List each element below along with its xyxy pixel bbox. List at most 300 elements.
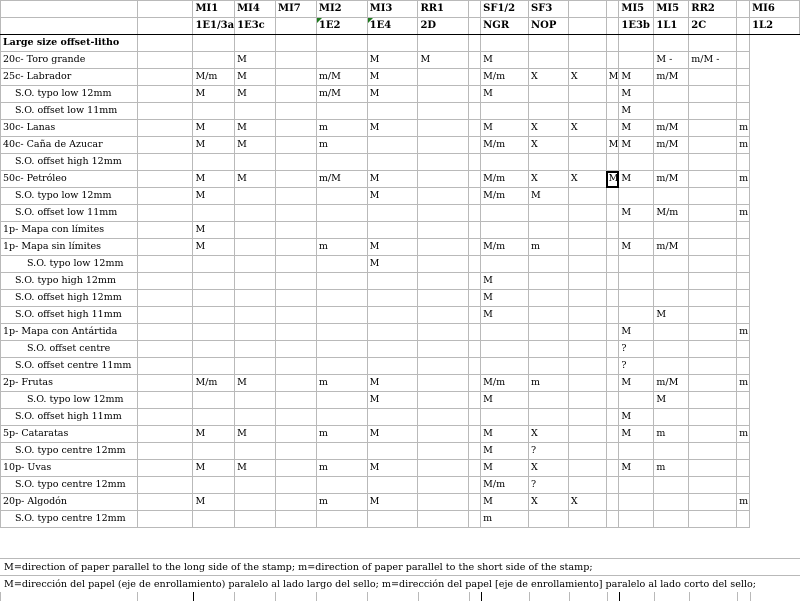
table-cell[interactable]: [481, 205, 529, 222]
table-cell[interactable]: [316, 358, 367, 375]
table-cell[interactable]: M: [367, 69, 418, 86]
table-cell[interactable]: [276, 392, 317, 409]
table-cell[interactable]: M/m: [193, 69, 235, 86]
table-cell[interactable]: [235, 392, 276, 409]
table-cell[interactable]: M: [235, 460, 276, 477]
table-cell[interactable]: [418, 256, 469, 273]
table-cell[interactable]: [469, 103, 481, 120]
table-cell[interactable]: M: [235, 375, 276, 392]
table-cell[interactable]: [529, 273, 569, 290]
table-cell[interactable]: m: [529, 375, 569, 392]
table-cell[interactable]: [367, 409, 418, 426]
table-cell[interactable]: [689, 511, 737, 528]
table-cell[interactable]: [568, 511, 606, 528]
table-cell[interactable]: M: [193, 426, 235, 443]
table-cell[interactable]: [606, 86, 619, 103]
table-cell[interactable]: [737, 154, 750, 171]
table-cell[interactable]: [193, 477, 235, 494]
table-cell[interactable]: [606, 103, 619, 120]
header-cell[interactable]: 1L2: [750, 18, 800, 35]
row-label[interactable]: S.O. typo high 12mm: [1, 273, 138, 290]
table-cell[interactable]: [689, 86, 737, 103]
table-cell[interactable]: M/m: [481, 477, 529, 494]
table-cell[interactable]: [418, 426, 469, 443]
table-cell[interactable]: [418, 273, 469, 290]
table-cell[interactable]: [235, 324, 276, 341]
table-cell[interactable]: [481, 103, 529, 120]
table-cell[interactable]: [654, 511, 689, 528]
table-cell[interactable]: [235, 35, 276, 52]
table-cell[interactable]: M: [481, 52, 529, 69]
table-cell[interactable]: M: [367, 460, 418, 477]
row-label[interactable]: Large size offset-litho: [1, 35, 138, 52]
table-cell[interactable]: M: [619, 137, 654, 154]
table-cell[interactable]: [619, 392, 654, 409]
table-cell[interactable]: [418, 477, 469, 494]
table-cell[interactable]: [481, 358, 529, 375]
table-cell[interactable]: [316, 154, 367, 171]
table-cell[interactable]: M: [367, 188, 418, 205]
table-cell[interactable]: M: [193, 86, 235, 103]
table-cell[interactable]: [689, 341, 737, 358]
table-cell[interactable]: [137, 137, 193, 154]
table-cell[interactable]: [619, 256, 654, 273]
table-cell[interactable]: [529, 86, 569, 103]
table-cell[interactable]: M: [619, 426, 654, 443]
table-cell[interactable]: [689, 137, 737, 154]
table-cell[interactable]: [193, 103, 235, 120]
table-cell[interactable]: [137, 511, 193, 528]
table-cell[interactable]: [689, 188, 737, 205]
table-cell[interactable]: [418, 494, 469, 511]
table-cell[interactable]: [606, 392, 619, 409]
table-cell[interactable]: m/M: [316, 171, 367, 188]
table-cell[interactable]: [276, 324, 317, 341]
table-cell[interactable]: m: [316, 375, 367, 392]
header-cell[interactable]: [1, 1, 138, 18]
table-cell[interactable]: [737, 358, 750, 375]
table-cell[interactable]: [367, 307, 418, 324]
table-cell[interactable]: [418, 307, 469, 324]
table-cell[interactable]: M: [235, 52, 276, 69]
table-cell[interactable]: [529, 392, 569, 409]
table-cell[interactable]: [193, 511, 235, 528]
header-cell[interactable]: 1E3c: [235, 18, 276, 35]
row-label[interactable]: S.O. typo centre 12mm: [1, 511, 138, 528]
table-cell[interactable]: [606, 273, 619, 290]
table-cell[interactable]: M: [481, 460, 529, 477]
table-cell[interactable]: M/m: [654, 205, 689, 222]
table-cell[interactable]: [568, 35, 606, 52]
table-cell[interactable]: M: [619, 171, 654, 188]
table-cell[interactable]: M: [367, 239, 418, 256]
row-label[interactable]: 1p- Mapa con límites: [1, 222, 138, 239]
table-cell[interactable]: [568, 426, 606, 443]
table-cell[interactable]: [235, 443, 276, 460]
table-cell[interactable]: [137, 120, 193, 137]
table-cell[interactable]: [689, 171, 737, 188]
table-cell[interactable]: [137, 86, 193, 103]
table-cell[interactable]: [418, 69, 469, 86]
row-label[interactable]: S.O. typo centre 12mm: [1, 443, 138, 460]
table-cell[interactable]: [689, 154, 737, 171]
table-cell[interactable]: [418, 358, 469, 375]
table-cell[interactable]: [606, 409, 619, 426]
table-cell[interactable]: [689, 103, 737, 120]
table-cell[interactable]: M: [367, 426, 418, 443]
table-cell[interactable]: [367, 222, 418, 239]
row-label[interactable]: 1p- Mapa sin límites: [1, 239, 138, 256]
table-cell[interactable]: M: [193, 188, 235, 205]
table-cell[interactable]: [276, 460, 317, 477]
table-cell[interactable]: [235, 358, 276, 375]
table-cell[interactable]: m/M: [316, 86, 367, 103]
header-cell[interactable]: MI6: [750, 1, 800, 18]
table-cell[interactable]: [193, 35, 235, 52]
table-cell[interactable]: M: [619, 409, 654, 426]
table-cell[interactable]: [276, 86, 317, 103]
table-cell[interactable]: M: [193, 137, 235, 154]
table-cell[interactable]: m: [737, 205, 750, 222]
header-cell[interactable]: NOP: [529, 18, 569, 35]
table-cell[interactable]: [568, 290, 606, 307]
table-cell[interactable]: [689, 120, 737, 137]
table-cell[interactable]: [418, 511, 469, 528]
table-cell[interactable]: [469, 511, 481, 528]
table-cell[interactable]: ?: [619, 341, 654, 358]
table-cell[interactable]: [469, 375, 481, 392]
table-cell[interactable]: [418, 154, 469, 171]
table-cell[interactable]: [469, 86, 481, 103]
table-cell[interactable]: [481, 222, 529, 239]
table-cell[interactable]: [469, 171, 481, 188]
table-cell[interactable]: [137, 358, 193, 375]
header-cell[interactable]: [606, 1, 619, 18]
table-cell[interactable]: [606, 375, 619, 392]
table-cell[interactable]: [737, 35, 750, 52]
table-cell[interactable]: M: [654, 307, 689, 324]
table-cell[interactable]: X: [568, 494, 606, 511]
table-cell[interactable]: [529, 341, 569, 358]
table-cell[interactable]: [529, 307, 569, 324]
table-cell[interactable]: [469, 443, 481, 460]
table-cell[interactable]: M: [481, 426, 529, 443]
table-cell[interactable]: [276, 103, 317, 120]
table-cell[interactable]: [235, 494, 276, 511]
table-cell[interactable]: M: [619, 324, 654, 341]
table-cell[interactable]: [137, 171, 193, 188]
table-cell[interactable]: M: [367, 86, 418, 103]
table-cell[interactable]: X: [529, 137, 569, 154]
row-label[interactable]: 5p- Cataratas: [1, 426, 138, 443]
table-cell[interactable]: [606, 222, 619, 239]
table-cell[interactable]: [568, 188, 606, 205]
table-cell[interactable]: [737, 69, 750, 86]
table-cell[interactable]: [737, 256, 750, 273]
table-cell[interactable]: M: [606, 171, 619, 188]
table-cell[interactable]: [619, 307, 654, 324]
table-cell[interactable]: [469, 35, 481, 52]
table-cell[interactable]: M: [367, 52, 418, 69]
table-cell[interactable]: [276, 426, 317, 443]
table-cell[interactable]: [606, 460, 619, 477]
table-cell[interactable]: [367, 324, 418, 341]
table-cell[interactable]: [367, 443, 418, 460]
row-label[interactable]: S.O. typo low 12mm: [1, 392, 138, 409]
row-label[interactable]: S.O. offset low 11mm: [1, 205, 138, 222]
table-cell[interactable]: M/m: [481, 375, 529, 392]
table-cell[interactable]: [689, 222, 737, 239]
table-cell[interactable]: [193, 273, 235, 290]
table-cell[interactable]: [469, 358, 481, 375]
table-cell[interactable]: X: [568, 69, 606, 86]
table-cell[interactable]: [418, 120, 469, 137]
table-cell[interactable]: [367, 358, 418, 375]
header-cell[interactable]: [737, 1, 750, 18]
table-cell[interactable]: [737, 239, 750, 256]
table-cell[interactable]: [276, 256, 317, 273]
table-cell[interactable]: [193, 307, 235, 324]
table-cell[interactable]: [316, 273, 367, 290]
table-cell[interactable]: [276, 137, 317, 154]
header-cell[interactable]: SF1/2: [481, 1, 529, 18]
table-cell[interactable]: M: [367, 375, 418, 392]
table-cell[interactable]: m/M: [654, 171, 689, 188]
table-cell[interactable]: [654, 494, 689, 511]
table-cell[interactable]: [654, 477, 689, 494]
header-cell[interactable]: 2D: [418, 18, 469, 35]
table-cell[interactable]: [689, 494, 737, 511]
table-cell[interactable]: [235, 256, 276, 273]
table-cell[interactable]: [568, 443, 606, 460]
table-cell[interactable]: M: [235, 86, 276, 103]
table-cell[interactable]: [469, 256, 481, 273]
table-cell[interactable]: [276, 69, 317, 86]
table-cell[interactable]: [654, 188, 689, 205]
table-cell[interactable]: ?: [619, 358, 654, 375]
table-cell[interactable]: [481, 35, 529, 52]
table-cell[interactable]: m: [654, 426, 689, 443]
table-cell[interactable]: [568, 154, 606, 171]
table-cell[interactable]: [529, 205, 569, 222]
table-cell[interactable]: [418, 86, 469, 103]
table-cell[interactable]: [568, 460, 606, 477]
table-cell[interactable]: [606, 358, 619, 375]
table-cell[interactable]: [689, 324, 737, 341]
table-cell[interactable]: m: [316, 137, 367, 154]
table-cell[interactable]: m: [316, 120, 367, 137]
table-cell[interactable]: M: [418, 52, 469, 69]
table-cell[interactable]: [469, 273, 481, 290]
table-cell[interactable]: [316, 103, 367, 120]
table-cell[interactable]: [737, 307, 750, 324]
table-cell[interactable]: [193, 392, 235, 409]
table-cell[interactable]: [137, 443, 193, 460]
table-cell[interactable]: [193, 358, 235, 375]
table-cell[interactable]: [606, 239, 619, 256]
table-cell[interactable]: m: [481, 511, 529, 528]
header-cell[interactable]: MI3: [367, 1, 418, 18]
table-cell[interactable]: M: [481, 392, 529, 409]
table-cell[interactable]: [737, 511, 750, 528]
table-cell[interactable]: m: [316, 426, 367, 443]
table-cell[interactable]: M: [619, 120, 654, 137]
table-cell[interactable]: [568, 239, 606, 256]
header-cell[interactable]: 1E2: [316, 18, 367, 35]
table-cell[interactable]: M: [481, 307, 529, 324]
table-cell[interactable]: [568, 273, 606, 290]
table-cell[interactable]: M: [619, 86, 654, 103]
row-label[interactable]: S.O. typo low 12mm: [1, 256, 138, 273]
table-cell[interactable]: [529, 511, 569, 528]
table-cell[interactable]: [276, 477, 317, 494]
table-cell[interactable]: [316, 409, 367, 426]
table-cell[interactable]: m/M: [316, 69, 367, 86]
table-cell[interactable]: [418, 103, 469, 120]
table-cell[interactable]: M: [367, 171, 418, 188]
table-cell[interactable]: [469, 392, 481, 409]
table-cell[interactable]: [689, 290, 737, 307]
table-cell[interactable]: [529, 290, 569, 307]
table-cell[interactable]: [276, 154, 317, 171]
table-cell[interactable]: [606, 307, 619, 324]
table-cell[interactable]: [481, 154, 529, 171]
table-cell[interactable]: M: [193, 239, 235, 256]
table-cell[interactable]: [137, 477, 193, 494]
table-cell[interactable]: [689, 69, 737, 86]
table-cell[interactable]: M: [367, 494, 418, 511]
row-label[interactable]: 30c- Lanas: [1, 120, 138, 137]
table-cell[interactable]: [235, 273, 276, 290]
table-cell[interactable]: [137, 392, 193, 409]
table-cell[interactable]: M: [481, 273, 529, 290]
table-cell[interactable]: [235, 188, 276, 205]
table-cell[interactable]: [367, 205, 418, 222]
header-cell[interactable]: [137, 1, 193, 18]
row-label[interactable]: 20p- Algodón: [1, 494, 138, 511]
table-cell[interactable]: [418, 290, 469, 307]
header-cell[interactable]: 1E4: [367, 18, 418, 35]
row-label[interactable]: S.O. offset low 11mm: [1, 103, 138, 120]
table-cell[interactable]: [276, 239, 317, 256]
table-cell[interactable]: [469, 494, 481, 511]
table-cell[interactable]: m: [737, 120, 750, 137]
table-cell[interactable]: [469, 460, 481, 477]
header-cell[interactable]: [737, 18, 750, 35]
table-cell[interactable]: M: [619, 205, 654, 222]
table-cell[interactable]: [469, 52, 481, 69]
header-cell[interactable]: [469, 18, 481, 35]
table-cell[interactable]: [568, 222, 606, 239]
row-label[interactable]: 20c- Toro grande: [1, 52, 138, 69]
table-cell[interactable]: m/M: [654, 69, 689, 86]
table-cell[interactable]: [469, 324, 481, 341]
table-cell[interactable]: ?: [529, 443, 569, 460]
table-cell[interactable]: X: [529, 171, 569, 188]
header-cell[interactable]: 1L1: [654, 18, 689, 35]
header-cell[interactable]: [606, 18, 619, 35]
row-label[interactable]: 1p- Mapa con Antártida: [1, 324, 138, 341]
table-cell[interactable]: [654, 86, 689, 103]
table-cell[interactable]: [568, 86, 606, 103]
table-cell[interactable]: [529, 324, 569, 341]
table-cell[interactable]: [568, 137, 606, 154]
table-cell[interactable]: [418, 205, 469, 222]
table-cell[interactable]: [606, 494, 619, 511]
table-cell[interactable]: [529, 256, 569, 273]
table-cell[interactable]: M: [481, 120, 529, 137]
table-cell[interactable]: M: [367, 120, 418, 137]
table-cell[interactable]: [606, 290, 619, 307]
table-cell[interactable]: [316, 205, 367, 222]
table-cell[interactable]: [606, 477, 619, 494]
table-cell[interactable]: [235, 409, 276, 426]
table-cell[interactable]: [568, 205, 606, 222]
table-cell[interactable]: [689, 35, 737, 52]
table-cell[interactable]: [276, 494, 317, 511]
table-cell[interactable]: [619, 154, 654, 171]
table-cell[interactable]: [606, 205, 619, 222]
table-cell[interactable]: [137, 154, 193, 171]
header-cell[interactable]: SF3: [529, 1, 569, 18]
table-cell[interactable]: M/m: [481, 239, 529, 256]
table-cell[interactable]: [737, 341, 750, 358]
table-cell[interactable]: [619, 188, 654, 205]
table-cell[interactable]: [235, 477, 276, 494]
table-cell[interactable]: [568, 307, 606, 324]
table-cell[interactable]: [137, 324, 193, 341]
table-cell[interactable]: [193, 443, 235, 460]
table-cell[interactable]: m: [529, 239, 569, 256]
table-cell[interactable]: [654, 409, 689, 426]
table-cell[interactable]: [654, 290, 689, 307]
table-cell[interactable]: [418, 324, 469, 341]
table-cell[interactable]: [137, 188, 193, 205]
table-cell[interactable]: [418, 171, 469, 188]
table-cell[interactable]: m: [316, 494, 367, 511]
table-cell[interactable]: [276, 358, 317, 375]
table-cell[interactable]: [529, 52, 569, 69]
table-cell[interactable]: [316, 511, 367, 528]
table-cell[interactable]: [193, 324, 235, 341]
table-cell[interactable]: m: [737, 137, 750, 154]
table-cell[interactable]: M: [367, 256, 418, 273]
table-cell[interactable]: [193, 205, 235, 222]
table-cell[interactable]: [481, 409, 529, 426]
table-cell[interactable]: [529, 222, 569, 239]
table-cell[interactable]: [619, 477, 654, 494]
table-cell[interactable]: [689, 477, 737, 494]
table-cell[interactable]: [689, 392, 737, 409]
table-cell[interactable]: [606, 426, 619, 443]
table-cell[interactable]: m/M: [654, 375, 689, 392]
table-cell[interactable]: [418, 460, 469, 477]
table-cell[interactable]: [654, 443, 689, 460]
table-cell[interactable]: M: [619, 460, 654, 477]
table-cell[interactable]: [316, 324, 367, 341]
table-cell[interactable]: M/m: [481, 137, 529, 154]
table-cell[interactable]: [367, 154, 418, 171]
table-cell[interactable]: [654, 154, 689, 171]
table-cell[interactable]: [469, 290, 481, 307]
table-cell[interactable]: m: [316, 239, 367, 256]
table-cell[interactable]: [276, 52, 317, 69]
table-cell[interactable]: [137, 103, 193, 120]
header-cell[interactable]: RR1: [418, 1, 469, 18]
table-cell[interactable]: M: [606, 137, 619, 154]
table-cell[interactable]: [193, 256, 235, 273]
table-cell[interactable]: [235, 341, 276, 358]
